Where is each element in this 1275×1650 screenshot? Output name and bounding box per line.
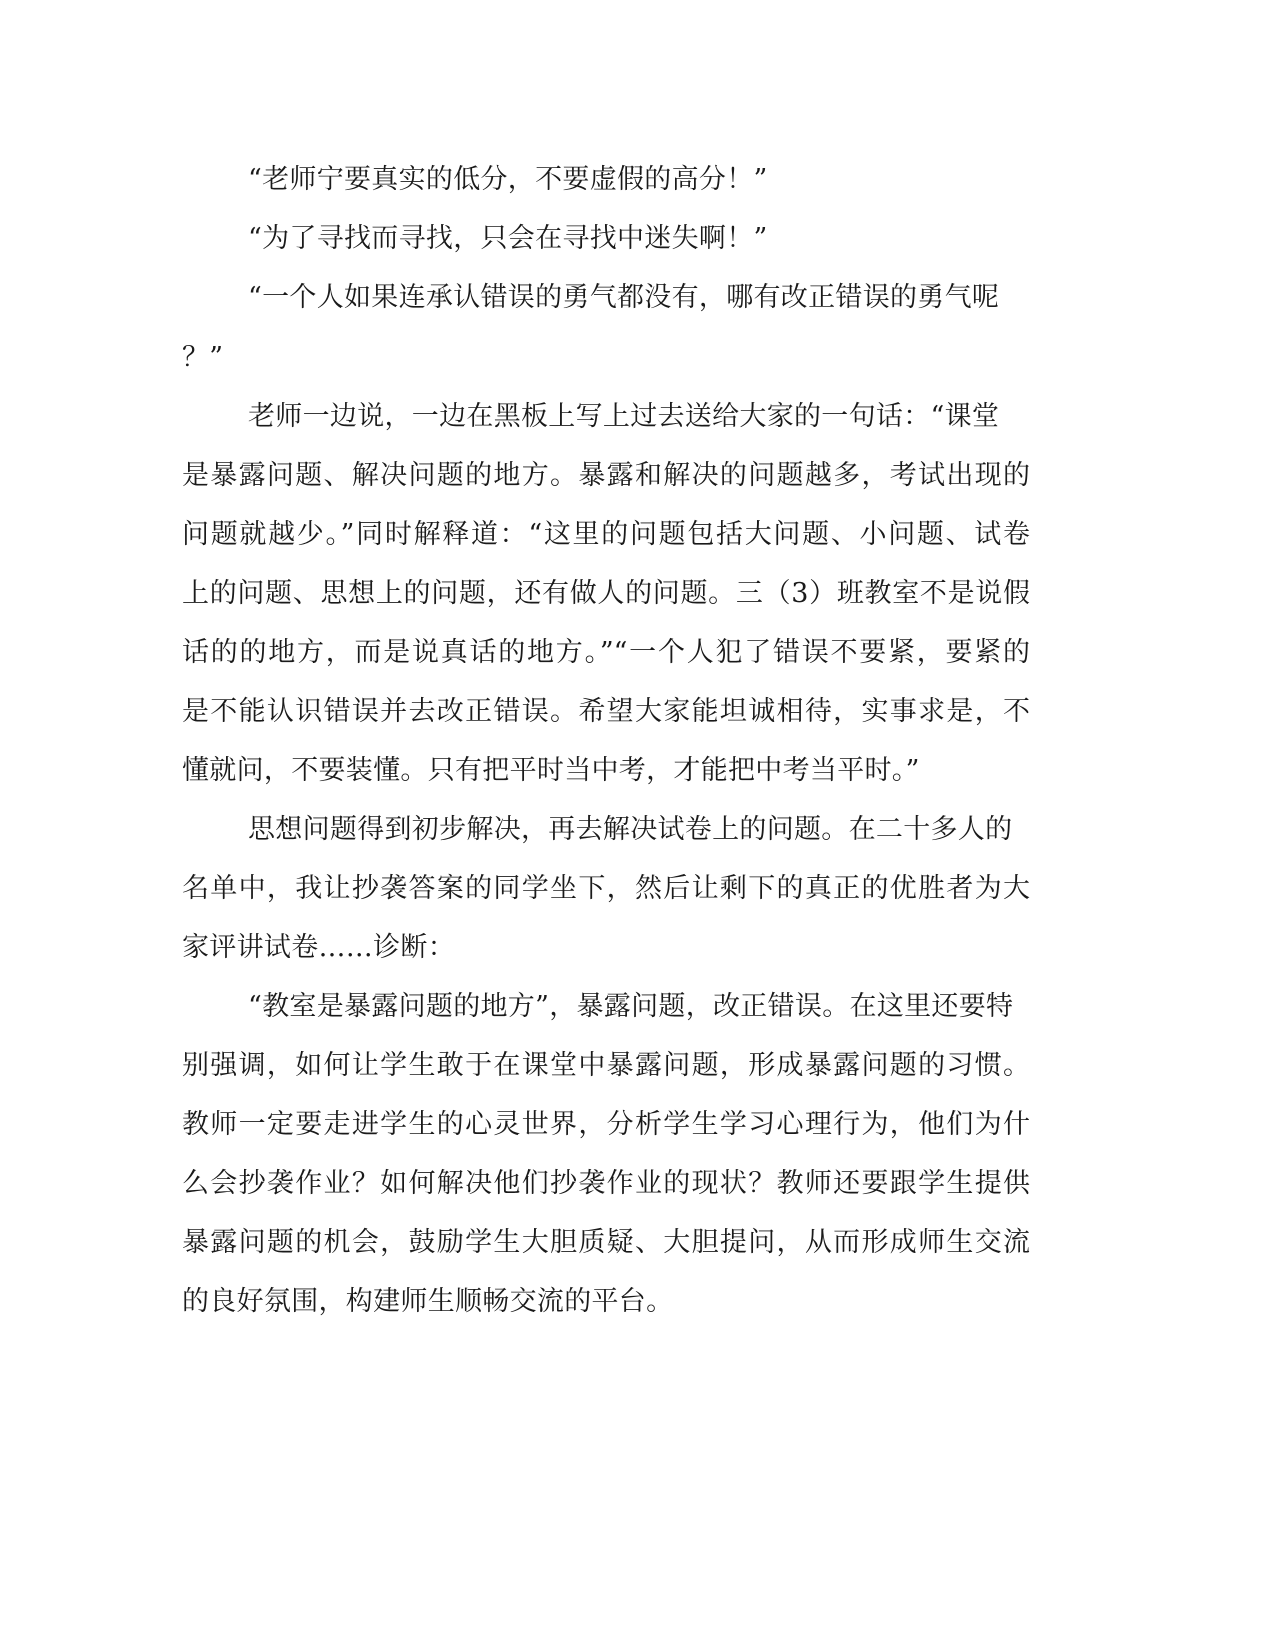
paragraph-2-line-2: 名单中，我让抄袭答案的同学坐下，然后让剩下的真正的优胜者为大 (182, 873, 1030, 904)
paragraph-3-line-5: 暴露问题的机会，鼓励学生大胆质疑、大胆提问，从而形成师生交流 (182, 1227, 1030, 1258)
paragraph-1-line-2: 是暴露问题、解决问题的地方。暴露和解决的问题越多，考试出现的 (182, 460, 1030, 491)
paragraph-1-line-5: 话的的地方，而是说真话的地方。”“一个人犯了错误不要紧，要紧的 (182, 637, 1030, 668)
quote-line-3-continued: ？” (182, 342, 224, 373)
paragraph-1-line-7: 懂就问，不要装懂。只有把平时当中考，才能把中考当平时。” (182, 755, 920, 786)
paragraph-3-line-2: 别强调，如何让学生敢于在课堂中暴露问题，形成暴露问题的习惯。 (182, 1050, 1030, 1081)
quote-line-3: “一个人如果连承认错误的勇气都没有，哪有改正错误的勇气呢 (248, 282, 1000, 313)
quote-line-2: “为了寻找而寻找，只会在寻找中迷失啊！” (248, 223, 768, 254)
paragraph-1-line-6: 是不能认识错误并去改正错误。希望大家能坦诚相待，实事求是，不 (182, 696, 1030, 727)
paragraph-3-line-4: 么会抄袭作业？如何解决他们抄袭作业的现状？教师还要跟学生提供 (182, 1168, 1030, 1199)
paragraph-3-line-6: 的良好氛围，构建师生顺畅交流的平台。 (182, 1286, 674, 1317)
paragraph-2-line-1: 思想问题得到初步解决，再去解决试卷上的问题。在二十多人的 (248, 814, 1013, 845)
document-page (182, 0, 1030, 1650)
quote-line-1: “老师宁要真实的低分，不要虚假的高分！” (248, 164, 768, 195)
paragraph-3-line-1: “教室是暴露问题的地方”，暴露问题，改正错误。在这里还要特 (248, 991, 1014, 1022)
paragraph-1-line-3: 问题就越少。”同时解释道：“这里的问题包括大问题、小问题、试卷 (182, 519, 1030, 550)
paragraph-1-line-4: 上的问题、思想上的问题，还有做人的问题。三（3）班教室不是说假 (182, 578, 1030, 609)
paragraph-3-line-3: 教师一定要走进学生的心灵世界，分析学生学习心理行为，他们为什 (182, 1109, 1030, 1140)
paragraph-2-line-3: 家评讲试卷……诊断： (182, 932, 455, 963)
paragraph-1-line-1: 老师一边说，一边在黑板上写上过去送给大家的一句话：“课堂 (248, 401, 1000, 432)
